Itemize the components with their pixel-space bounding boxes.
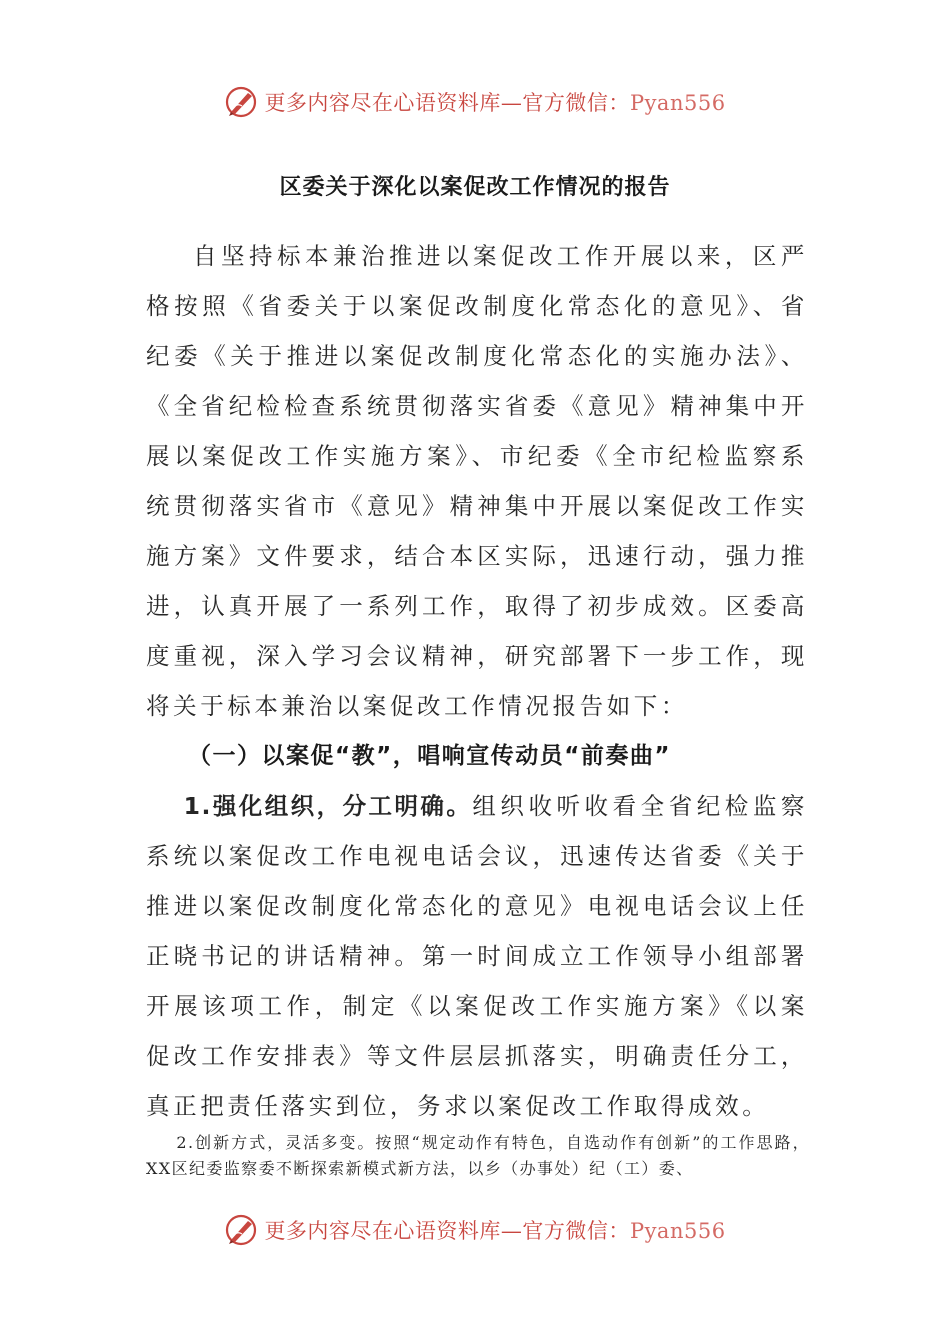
footer-banner <box>0 1208 950 1252</box>
document-title: 区委关于深化以案促改工作情况的报告 <box>279 175 671 200</box>
banner-text: 更多内容尽在心语资料库—官方微信：Pyan556 <box>264 1219 726 1243</box>
section-heading: （一）以案促“教”，唱响宣传动员“前奏曲” <box>188 743 671 769</box>
pen-writing-icon <box>224 1213 258 1247</box>
banner-text: 更多内容尽在心语资料库—官方微信：Pyan556 <box>264 91 726 115</box>
paragraph-lead: 1.强化组织，分工明确。 <box>183 792 473 820</box>
wechat-id: Pyan556 <box>629 91 726 115</box>
paragraph-organization <box>146 781 808 1131</box>
pen-writing-icon <box>224 85 258 119</box>
wechat-id: Pyan556 <box>629 1219 726 1243</box>
paragraph-innovation: 2.创新方式，灵活多变。按照“规定动作有特色，自选动作有创新”的工作思路，XX区纪委监察委不断探索新模式新方法，以乡（办事处）纪（工）委、 <box>146 1133 810 1178</box>
paragraph-intro: 自坚持标本兼治推进以案促改工作开展以来，区严格按照《省委关于以案促改制度化常态化的意见》、省纪委《关于推进以案促改制度化常态化的实施办法》、《全省纪检检查系统贯彻落实省委《意见》精神集中开展以案促改工作实施方案》、市纪委《全市纪检监察系统贯彻落实省市《意见》精神集中开展以案促改工作实施方案》文件要求，结合本区实际，迅速行动，强力推进，认真开展了一系列工作，取得了初步成效。区委高度重视，深入学习会议精神，研究部署下一步工作，现将关于标本兼治以案促改工作情况报告如下： <box>146 242 808 720</box>
header-banner <box>0 80 950 124</box>
paragraph-body: 组织收听收看全省纪检监察系统以案促改工作电视电话会议，迅速传达省委《关于推进以案促改制度化常态化的意见》电视电话会议上任正晓书记的讲话精神。第一时间成立工作领导小组部署开展该项工作，制定《以案促改工作实施方案》《以案促改工作安排表》等文件层层抓落实，明确责任分工，真正把责任落实到位，务求以案促改工作取得成效。 <box>146 792 809 1120</box>
